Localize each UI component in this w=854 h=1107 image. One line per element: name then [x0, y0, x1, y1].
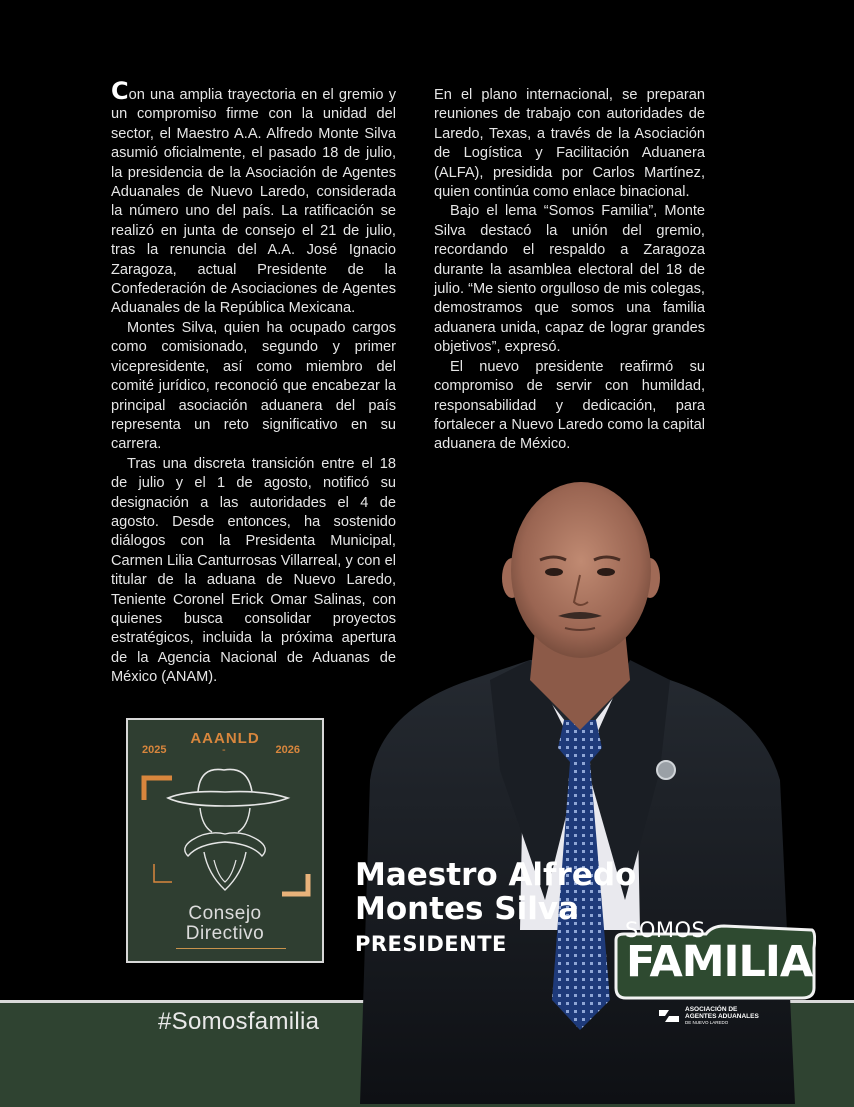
- assoc-text-line2: AGENTES ADUANALES: [685, 1013, 759, 1020]
- paragraph-6: El nuevo presidente reafirmó su compromiso de servir con humildad, responsabilidad y dedicación, para fortalecer a Nuevo Laredo como la capital aduanera de México.: [434, 358, 705, 453]
- logo-year-start: 2025: [142, 744, 167, 756]
- drop-cap: C: [111, 77, 129, 105]
- logo-text-line1: Consejo: [188, 903, 262, 924]
- logo-title: AAANLD: [190, 730, 260, 747]
- paragraph-1: [111, 77, 396, 319]
- caption-block: [355, 858, 636, 956]
- person-name-line1: Maestro Alfredo: [355, 857, 637, 893]
- article-column-right: [434, 86, 705, 455]
- person-role: PRESIDENTE: [355, 932, 507, 956]
- logo-text-line2: Directivo: [185, 923, 265, 944]
- badge-somos: SOMOS: [625, 918, 706, 942]
- hat-mustache-icon: [128, 756, 322, 906]
- consejo-directivo-logo: [126, 718, 324, 963]
- badge-familia: FAMILIA: [626, 937, 813, 987]
- paragraph-1-text: on una amplia trayectoria en el gremio y un compromiso firme con la unidad del sector, el Maestro A.A. Alfredo Monte Silva asumió oficialmente, el pasado 18 de julio, la presidencia de la Asociación de Agentes Aduanales de Nuevo Laredo, considerada la número uno del país. La ratificación se realizó en junta de consejo el 21 de julio, tras la renuncia del A.A. José Ignacio Zaragoza, actual Presidente de la Confederación de Asociaciones de Agentes Aduanales de la República Mexicana.: [111, 87, 396, 317]
- paragraph-3: Tras una discreta transición entre el 18 de julio y el 1 de agosto, notificó su designación a las autoridades el 4 de agosto. Desde entonces, ha sostenido diálogos con la Presidenta Municipal, Carmen Lilia Canturrosas Villarreal, y con el titular de la aduana de Nuevo Laredo, Teniente Coronel Erick Omar Salinas, con quienes busca consolidar proyectos estratégicos, incluida la próxima apertura de la Agencia Nacional de Aduanas de México (ANAM).: [111, 455, 396, 686]
- logo-year-dash: -: [222, 744, 226, 756]
- paragraph-2: Montes Silva, quien ha ocupado cargos como comisionado, segundo y primer vicepresidente, así como miembro del comité jurídico, reconoció que encabezar la principal asociación aduanera del país representa un reto significativo en su carrera.: [111, 319, 396, 453]
- paragraph-5: Bajo el lema “Somos Familia”, Monte Silva destacó la unión del gremio, recordando el respaldo a Zaragoza durante la asamblea electoral del 18 de julio. “Me siento orgulloso de mis colegas, demostramos que somos una familia aduanera unida, capaz de lograr grandes objetivos”, expresó.: [434, 203, 705, 356]
- person-name-line2: Montes Silva: [355, 891, 580, 927]
- assoc-text-line3: DE NUEVO LAREDO: [685, 1020, 729, 1025]
- assoc-text-line1: ASOCIACIÓN DE: [685, 1006, 738, 1013]
- logo-underline: [176, 948, 286, 949]
- association-logo-icon: [657, 1006, 681, 1026]
- hashtag: #Somosfamilia: [158, 1008, 320, 1035]
- logo-year-end: 2026: [275, 744, 300, 756]
- paragraph-4: En el plano internacional, se preparan reuniones de trabajo con autoridades de Laredo, Texas, a través de la Asociación de Logística y Facilitación Aduanera (ALFA), presidida por Carlos Martínez, quien continúa como enlace binacional.: [434, 87, 705, 201]
